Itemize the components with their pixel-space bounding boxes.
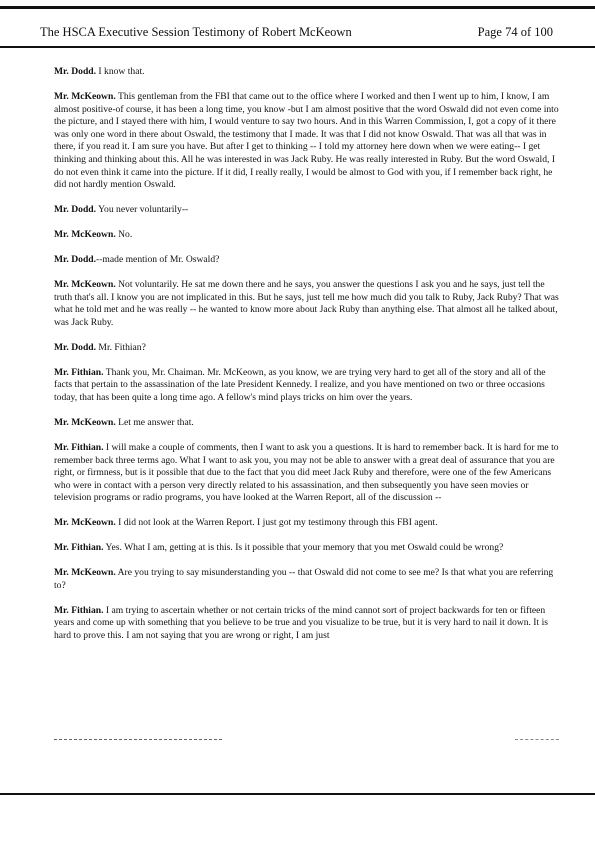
- paragraph: [54, 542, 560, 555]
- paragraph-text: No.: [115, 229, 133, 241]
- paragraph-text: Yes. What I am, getting at is this. Is it possible that your memory that you met Oswald could be wrong?: [103, 542, 504, 554]
- speaker-name: Mr. Dodd.: [54, 254, 97, 266]
- header-rule: [0, 46, 595, 48]
- scan-artifact-left: [54, 739, 222, 740]
- paragraph: [54, 417, 560, 430]
- speaker-name: Mr. Fithian.: [54, 366, 104, 378]
- speaker-name: Mr. Fithian.: [54, 542, 104, 554]
- paragraph: [54, 567, 560, 592]
- top-rule: [0, 6, 595, 9]
- document-title: The HSCA Executive Session Testimony of Robert McKeown: [40, 25, 352, 39]
- paragraph: [54, 229, 560, 242]
- speaker-name: Mr. Dodd.: [54, 204, 97, 216]
- paragraph: [54, 517, 560, 530]
- paragraph-text: Not voluntarily. He sat me down there and he says, you answer the questions I ask you and he says, just tell the truth that's all. I know you are not implicated in this. But he says, just tell me how much did you talk to Ruby, Jack Ruby? That was what he told met and he was really -- he wanted to know more about Jack Ruby than anything else. That almost all he talked about, was Jack Ruby.: [54, 279, 559, 328]
- speaker-name: Mr. McKeown.: [54, 90, 116, 102]
- scan-artifact-right: [515, 739, 559, 740]
- paragraph-text: Are you trying to say misunderstanding you -- that Oswald did not come to see me? Is that what you are referring to?: [54, 567, 554, 591]
- paragraph: [54, 367, 560, 405]
- page-number: Page 74 of 100: [477, 25, 553, 39]
- paragraph: [54, 342, 560, 355]
- paragraph-text: Mr. Fithian?: [96, 341, 146, 353]
- speaker-name: Mr. Dodd.: [54, 66, 97, 77]
- paragraph-text: I will make a couple of comments, then I want to ask you a questions. It is hard to remember back. It is hard for me to remember back three terms ago. What I want to ask you, you may not be able to answer with a great deal of assurance that you are right, or firmness, but is it possible that due to the fact that you did meet Jack Ruby and therefore, were one of the few Americans who were in contact with a person very directly related to his assassination, and then subsequently you have seen movies or television programs or radio programs, you have looked at the Warren Report, all of the discussion --: [54, 441, 559, 504]
- paragraph: [54, 605, 560, 643]
- paragraph-text: You never voluntarily--: [96, 204, 189, 216]
- paragraph-text: I am trying to ascertain whether or not certain tricks of the mind cannot sort of project backwards for ten or fifteen years and come up with something that you believe to be true and you visualize to be true, but it is very hard to nail it down. It is hard to prove this. I am not saying that you are wrong or right, I am just: [54, 604, 548, 642]
- paragraph-text: This gentleman from the FBI that came out to the office where I worked and then I went up to him, I know, I am almost positive-of course, it has been a long time, you know -but I am almost positive that the word Oswald did not even come into the picture, and I stayed there with him, I would venture to say two hours. And in this Warren Commission, I, got a copy of it there was only one word in there about Oswald, the testimony that I made. It was that I did not know Oswald. That was all that was in there, if you read it. I am sure you have. But after I get to thinking -- I told my attorney here down when we were eating-- I get thinking and thinking about this. All he was interested in was Jack Ruby. He was really interested in Ruby. But the word Oswald, I do not even think it came into the picture. If it did, I really really, I would be almost to God with you, if I remember back right, he did not hardly mention Oswald.: [54, 90, 559, 191]
- speaker-name: Mr. Fithian.: [54, 441, 104, 453]
- speaker-name: Mr. McKeown.: [54, 229, 116, 241]
- speaker-name: Mr. Dodd.: [54, 341, 97, 353]
- footer-rule: [0, 793, 595, 795]
- paragraph: [54, 442, 560, 505]
- paragraph-text: Let me answer that.: [115, 417, 194, 428]
- speaker-name: Mr. McKeown.: [54, 417, 116, 428]
- paragraph-text: I know that.: [96, 66, 145, 77]
- paragraph: [54, 279, 560, 329]
- speaker-name: Mr. Fithian.: [54, 604, 104, 616]
- paragraph-text: Thank you, Mr. Chaiman. Mr. McKeown, as you know, we are trying very hard to get all of the story and all of the facts that pertain to the assassination of the late President Kennedy. I realize, and you have mentioned on two or three occasions today, that has been quite a long time ago. A fellow's mind plays tricks on him over the years.: [54, 366, 546, 404]
- paragraph: [54, 254, 560, 267]
- paragraph: [54, 91, 560, 192]
- speaker-name: Mr. McKeown.: [54, 517, 116, 529]
- speaker-name: Mr. McKeown.: [54, 567, 116, 579]
- speaker-name: Mr. McKeown.: [54, 279, 116, 291]
- testimony-body: [54, 66, 560, 655]
- paragraph: [54, 204, 560, 217]
- paragraph-text: I did not look at the Warren Report. I just got my testimony through this FBI agent.: [115, 517, 438, 529]
- paragraph-text: --made mention of Mr. Oswald?: [96, 254, 220, 266]
- paragraph: [54, 66, 560, 79]
- page-header: [0, 0, 595, 50]
- scan-artifact: [54, 739, 559, 741]
